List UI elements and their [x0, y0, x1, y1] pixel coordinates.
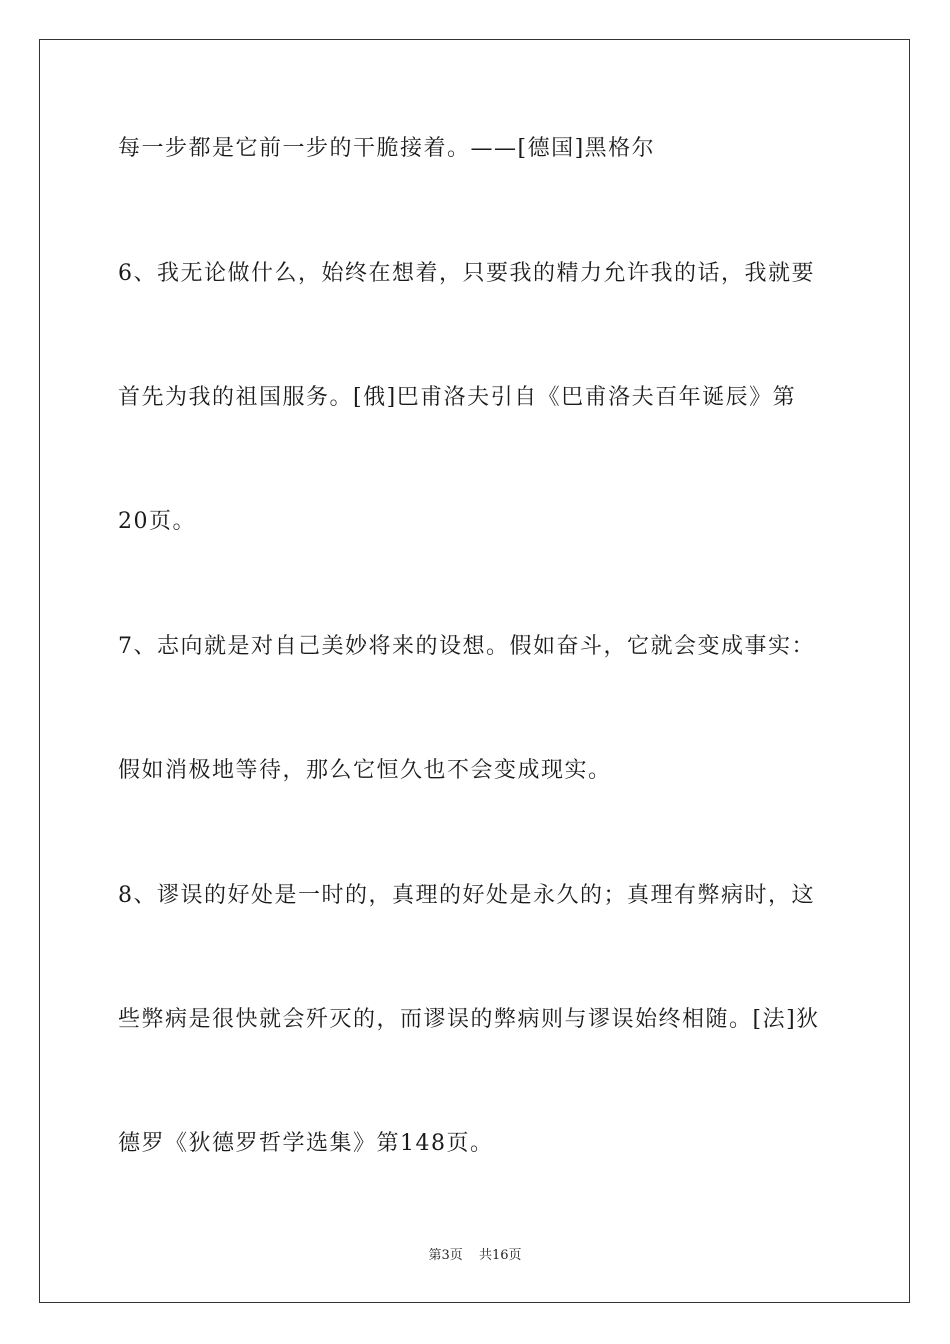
text-line-7: 8、谬误的好处是一时的，真理的好处是永久的；真理有弊病时，这 [118, 883, 815, 908]
text-line-9: 德罗《狄德罗哲学选集》第148页。 [118, 1131, 494, 1156]
page-border [39, 39, 910, 1303]
page-number: 第3页 [428, 1248, 463, 1263]
text-line-1: 每一步都是它前一步的干脆接着。——[德国]黑格尔 [118, 136, 656, 161]
text-line-4: 20页。 [118, 509, 196, 534]
text-line-6: 假如消极地等待，那么它恒久也不会变成现实。 [118, 758, 612, 783]
text-line-2: 6、我无论做什么，始终在想着，只要我的精力允许我的话，我就要 [118, 261, 815, 286]
page-footer [0, 1247, 950, 1265]
text-line-8: 些弊病是很快就会歼灭的，而谬误的弊病则与谬误始终相随。[法]狄 [118, 1007, 820, 1032]
text-line-5: 7、志向就是对自己美妙将来的设想。假如奋斗，它就会变成事实： [118, 634, 815, 659]
page-total: 共16页 [478, 1248, 522, 1263]
text-line-3: 首先为我的祖国服务。[俄]巴甫洛夫引自《巴甫洛夫百年诞辰》第 [118, 385, 797, 410]
